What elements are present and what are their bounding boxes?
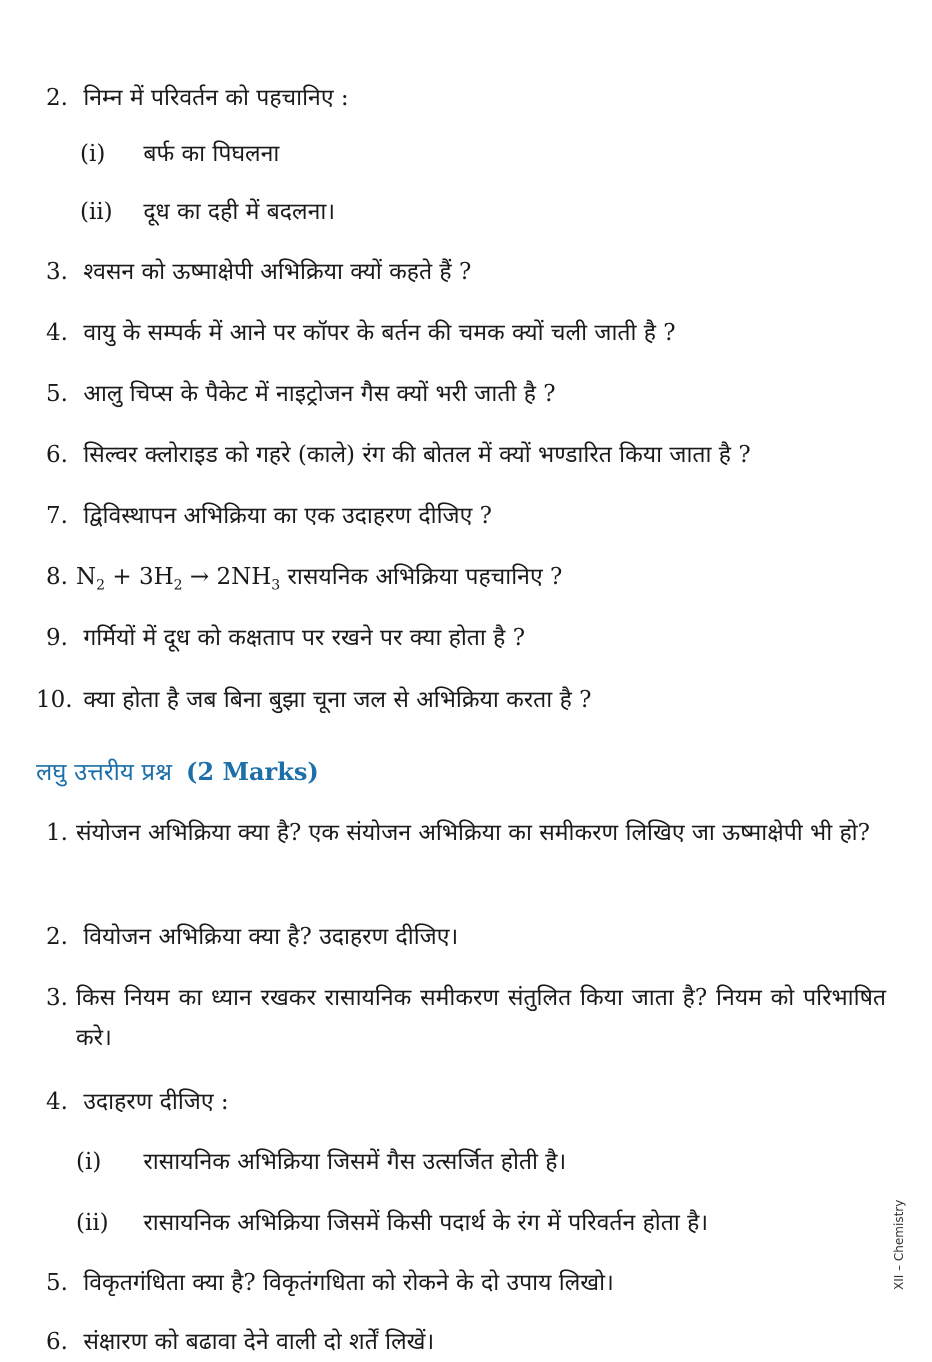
question-number: 5.: [46, 381, 68, 407]
sub-item-i: [76, 1142, 566, 1182]
question-6: [46, 435, 751, 475]
question-number: 6.: [46, 1329, 68, 1355]
equation-subscript: 2: [173, 577, 183, 594]
question-number: 7.: [46, 503, 68, 529]
equation-n: N: [76, 564, 97, 590]
question-text: आलु चिप्स के पैकेट में नाइट्रोजन गैस क्यों भरी जाती है ?: [83, 381, 556, 407]
question-number: 9.: [46, 625, 68, 651]
question-text: क्या होता है जब बिना बुझा चूना जल से अभिक्रिया करता है ?: [83, 687, 592, 713]
question-3: [46, 252, 471, 292]
question-text: वायु के सम्पर्क में आने पर कॉपर के बर्तन की चमक क्यों चली जाती है ?: [83, 320, 676, 346]
question-number: 1.: [46, 820, 68, 846]
short-question-2: [46, 917, 458, 957]
equation-arrow: → 2NH: [182, 564, 272, 590]
question-text: संक्षारण को बढावा देने वाली दो शर्तें लिखें।: [83, 1329, 435, 1355]
question-number: 3.: [46, 985, 68, 1011]
equation-subscript: 3: [271, 577, 281, 594]
question-text: विकृतगंधिता क्या है? विकृतंगधिता को रोकने के दो उपाय लिखो।: [83, 1270, 614, 1296]
short-question-5: [46, 1263, 614, 1303]
question-number: 3.: [46, 259, 68, 285]
sub-item-i: [80, 134, 279, 174]
question-number: 5.: [46, 1270, 68, 1296]
roman-numeral: (ii): [76, 1210, 109, 1236]
equation-h: + 3H: [105, 564, 174, 590]
question-text: किस नियम का ध्यान रखकर रासायनिक समीकरण संतुलित किया जाता है? नियम को परिभाषित करे।: [76, 985, 886, 1051]
question-9: [46, 618, 525, 658]
question-text: रासयनिक अभिक्रिया पहचानिए ?: [280, 564, 563, 590]
question-text: उदाहरण दीजिए :: [83, 1089, 229, 1115]
question-7: [46, 496, 492, 536]
question-number: 2.: [46, 85, 68, 111]
short-question-3: [46, 978, 891, 1058]
short-question-1: [46, 813, 891, 853]
question-number: 10.: [36, 687, 73, 713]
sub-item-text: बर्फ का पिघलना: [143, 141, 280, 167]
question-2: [46, 78, 349, 118]
roman-numeral: (i): [76, 1149, 102, 1175]
question-number: 6.: [46, 442, 68, 468]
question-text: निम्न में परिवर्तन को पहचानिए :: [83, 85, 349, 111]
question-text: संयोजन अभिक्रिया क्या है? एक संयोजन अभिक्रिया का समीकरण लिखिए जा ऊष्माक्षेपी भी हो?: [76, 820, 870, 846]
short-question-4: [46, 1082, 229, 1122]
roman-numeral: (i): [80, 141, 106, 167]
section-heading: [36, 752, 319, 792]
sub-item-ii: [76, 1203, 708, 1243]
question-number: 2.: [46, 924, 68, 950]
question-text: सिल्वर क्लोराइड को गहरे (काले) रंग की बोतल में क्यों भण्डारित किया जाता है ?: [83, 442, 751, 468]
question-4: [46, 313, 676, 353]
question-5: [46, 374, 556, 414]
question-text: द्विविस्थापन अभिक्रिया का एक उदाहरण दीजिए ?: [83, 503, 492, 529]
question-number: 4.: [46, 320, 68, 346]
question-text: वियोजन अभिक्रिया क्या है? उदाहरण दीजिए।: [83, 924, 459, 950]
question-text: गर्मियों में दूध को कक्षताप पर रखने पर क्या होता है ?: [83, 625, 526, 651]
short-question-6: [46, 1322, 434, 1362]
sub-item-text: दूध का दही में बदलना।: [143, 199, 336, 225]
sub-item-ii: [80, 192, 335, 232]
equation-subscript: 2: [96, 577, 106, 594]
section-title: लघु उत्तरीय प्रश्न: [36, 758, 173, 786]
side-margin-label: XII – Chemistry: [892, 1199, 906, 1290]
roman-numeral: (ii): [80, 199, 113, 225]
marks-label: (2 Marks): [186, 757, 319, 786]
sub-item-text: रासायनिक अभिक्रिया जिसमें गैस उत्सर्जित होती है।: [143, 1149, 567, 1175]
question-number: 4.: [46, 1089, 68, 1115]
sub-item-text: रासायनिक अभिक्रिया जिसमें किसी पदार्थ के रंग में परिवर्तन होता है।: [143, 1210, 709, 1236]
question-8: [46, 557, 562, 606]
question-10: [36, 680, 591, 720]
question-text: श्वसन को ऊष्माक्षेपी अभिक्रिया क्यों कहते हैं ?: [83, 259, 472, 285]
question-number: 8.: [46, 564, 68, 590]
